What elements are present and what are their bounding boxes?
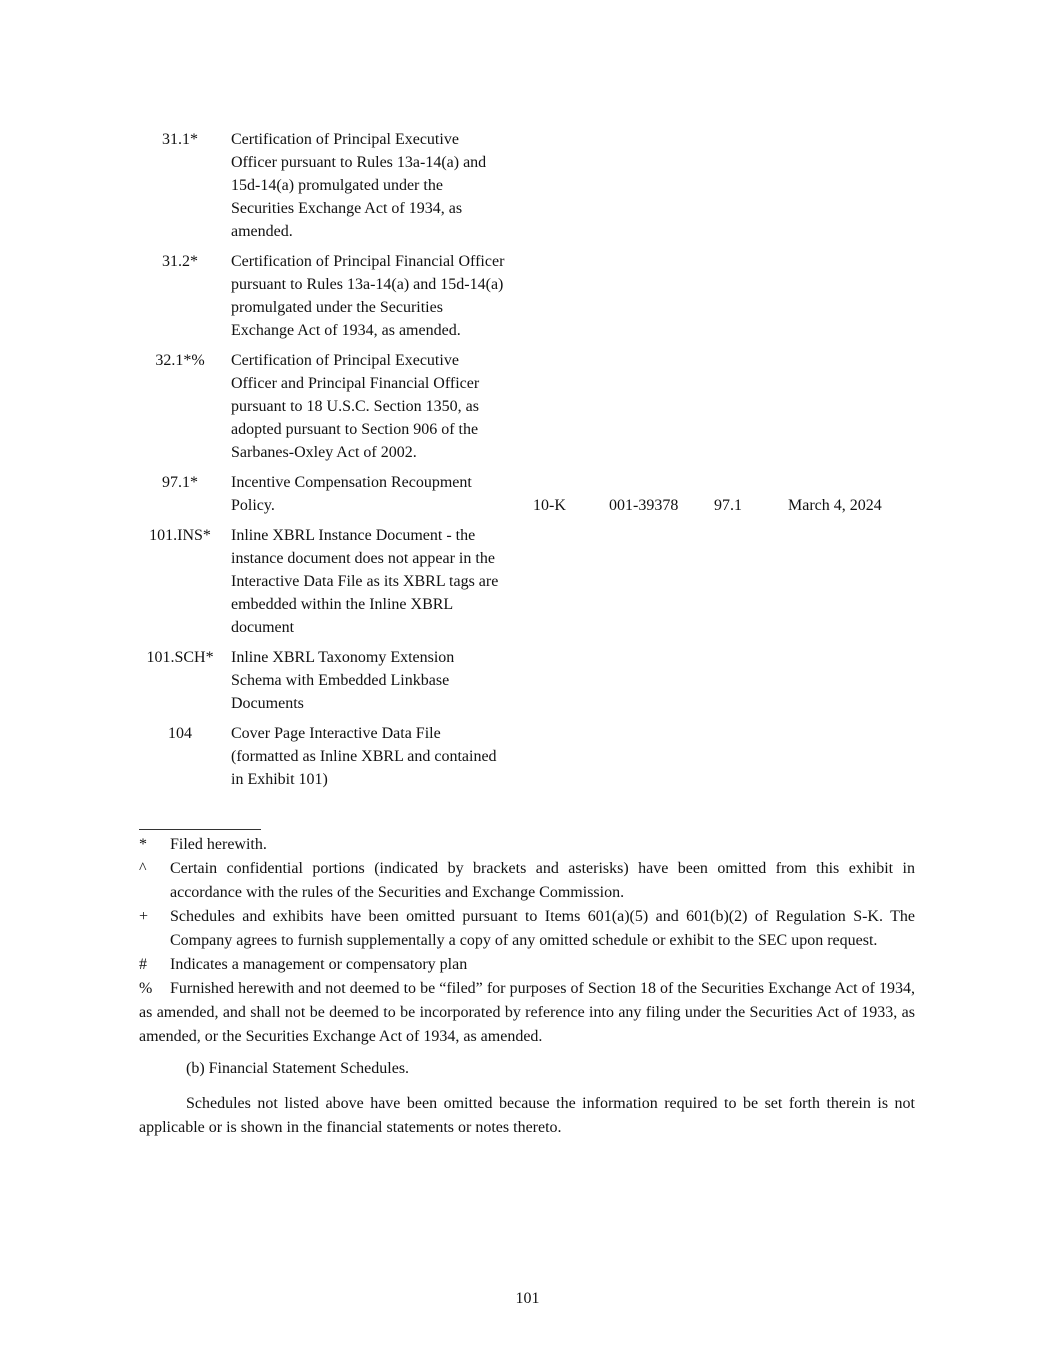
exhibit-row [139, 471, 919, 517]
footnote-symbol: % [139, 980, 153, 997]
footnote-text: Indicates a management or compensatory plan [170, 956, 468, 973]
footnote-text: Schedules and exhibits have been omitted pursuant to Items 601(a)(5) and 601(b)(2) of Regulation S-K. The Company agrees to furnish supplementally a copy of any omitted schedule or exhibit to the SEC upon request. [170, 908, 915, 949]
footnote-text: Furnished herewith and not deemed to be “filed” for purposes of Section 18 of the Securities Exchange Act of 1934, as amended, and shall not be deemed to be incorporated by reference into any filing under the Securities Act of 1933, as amended, or the Securities Exchange Act of 1934, as amended. [139, 980, 915, 1045]
exhibit-number: 97.1* [162, 474, 198, 491]
footnote-text: Certain confidential portions (indicated by brackets and asterisks) have been omitted from this exhibit in accordance with the rules of the Securities and Exchange Commission. [170, 860, 915, 901]
footnote-symbol: * [139, 836, 147, 853]
exhibit-file-number: 001-39378 [609, 497, 679, 514]
exhibit-reference: 97.1 [714, 497, 742, 514]
footnote-item [139, 977, 915, 1049]
exhibit-form: 10-K [533, 497, 566, 514]
exhibit-number: 104 [168, 725, 192, 742]
exhibit-row [139, 128, 919, 243]
exhibit-description: Certification of Principal Financial Officer pursuant to Rules 13a-14(a) and 15d-14(a) promulgated under the Securities Exchange Act of 1934, as amended. [231, 253, 505, 339]
exhibit-description: Certification of Principal Executive Officer and Principal Financial Officer pursuant to 18 U.S.C. Section 1350, as adopted pursuant to Section 906 of the Sarbanes-Oxley Act of 2002. [231, 352, 480, 461]
exhibit-row [139, 250, 919, 342]
exhibit-description: Inline XBRL Instance Document - the instance document does not appear in the Interactive Data File as its XBRL tags are embedded within the Inline XBRL document [231, 527, 499, 636]
exhibit-filing-date: March 4, 2024 [788, 497, 882, 514]
section-heading: (b) Financial Statement Schedules. [186, 1060, 410, 1077]
exhibit-table [139, 128, 919, 798]
footnote-item [139, 905, 915, 953]
exhibit-row [139, 646, 919, 715]
exhibit-number: 101.INS* [149, 527, 211, 544]
footnote-symbol: + [139, 908, 149, 925]
body-paragraph: Schedules not listed above have been omitted because the information required to be set forth therein is not applicable or is shown in the financial statements or notes thereto. [139, 1095, 915, 1136]
exhibit-number: 31.2* [162, 253, 198, 270]
page-number: 101 [515, 1290, 540, 1307]
exhibit-description: Incentive Compensation Recoupment Policy. [231, 474, 472, 514]
exhibit-number: 32.1*% [155, 352, 205, 369]
footnotes [139, 833, 915, 1049]
footnote-item [139, 833, 915, 857]
exhibit-description: Inline XBRL Taxonomy Extension Schema with Embedded Linkbase Documents [231, 649, 455, 712]
footnote-divider [139, 829, 261, 830]
exhibit-number: 31.1* [162, 131, 198, 148]
footnote-symbol: # [139, 956, 147, 973]
exhibit-number: 101.SCH* [146, 649, 214, 666]
exhibit-row [139, 349, 919, 464]
footnote-symbol: ^ [139, 860, 147, 877]
exhibit-row [139, 524, 919, 639]
exhibit-description: Certification of Principal Executive Officer pursuant to Rules 13a-14(a) and 15d-14(a) promulgated under the Securities Exchange Act of 1934, as amended. [231, 131, 487, 240]
footnote-item [139, 953, 915, 977]
footnote-text: Filed herewith. [170, 836, 267, 853]
exhibit-description: Cover Page Interactive Data File (formatted as Inline XBRL and contained in Exhibit 101) [231, 725, 497, 788]
footnote-item [139, 857, 915, 905]
exhibit-row [139, 722, 919, 791]
